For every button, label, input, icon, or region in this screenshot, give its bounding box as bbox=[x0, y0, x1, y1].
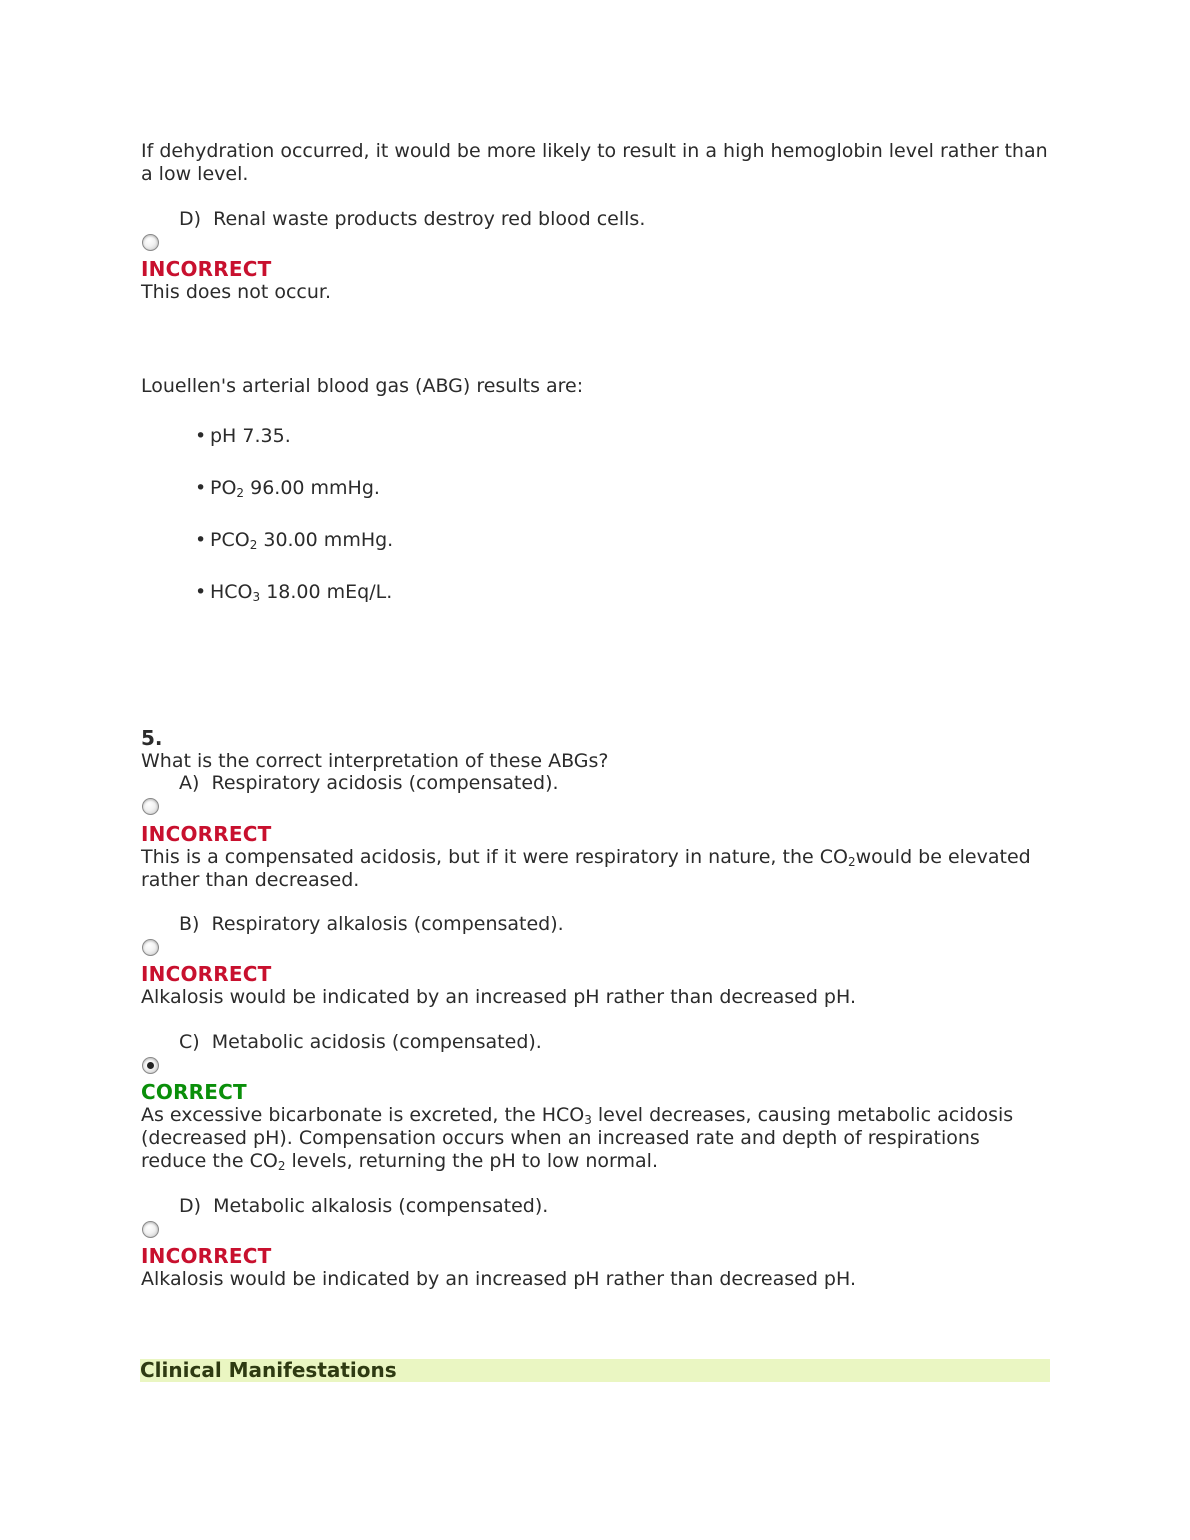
choice-label: A) bbox=[179, 772, 200, 794]
answer-choice-a[interactable] bbox=[179, 772, 559, 795]
choice-label: D) bbox=[179, 1195, 202, 1217]
abg-results-list bbox=[195, 425, 393, 633]
status-incorrect: INCORRECT bbox=[141, 257, 272, 281]
choice-label: D) bbox=[179, 208, 202, 230]
choice-text: Metabolic alkalosis (compensated). bbox=[213, 1195, 549, 1217]
abg-item-pco2: • $PCO_2$ 30.00 mmHg. bbox=[195, 529, 393, 581]
feedback-text: Alkalosis would be indicated by an increased pH rather than decreased pH. bbox=[141, 1268, 856, 1290]
choice-text: Respiratory acidosis (compensated). bbox=[211, 772, 559, 794]
abg-intro: Louellen's arterial blood gas (ABG) results are: bbox=[141, 375, 584, 397]
explanation-paragraph: If dehydration occurred, it would be more likely to result in a high hemoglobin level rather than a low level. bbox=[141, 140, 1048, 185]
status-incorrect: INCORRECT bbox=[141, 1244, 272, 1268]
answer-choice-d-prev[interactable] bbox=[179, 208, 645, 231]
feedback-text: Alkalosis would be indicated by an increased pH rather than decreased pH. bbox=[141, 986, 856, 1008]
radio-button-selected-icon[interactable] bbox=[142, 1057, 159, 1074]
status-incorrect: INCORRECT bbox=[141, 822, 272, 846]
radio-button-icon[interactable] bbox=[142, 939, 159, 956]
radio-button-icon[interactable] bbox=[142, 798, 159, 815]
question-number: 5. bbox=[141, 726, 163, 750]
choice-text: Respiratory alkalosis (compensated). bbox=[211, 913, 564, 935]
choice-label: B) bbox=[179, 913, 200, 935]
answer-choice-b[interactable] bbox=[179, 913, 564, 936]
abg-item-ph: • pH 7.35. bbox=[195, 425, 393, 477]
answer-choice-d[interactable] bbox=[179, 1195, 548, 1218]
feedback-text: As excessive bicarbonate is excreted, the $HCO_3$ level decreases, causing metabolic acidosis (decreased pH). Compensation occurs when an increased rate and depth of respirations reduce the $CO_2$ levels, returning the pH to low normal. bbox=[141, 1104, 1014, 1173]
status-correct: CORRECT bbox=[141, 1080, 247, 1104]
status-incorrect: INCORRECT bbox=[141, 962, 272, 986]
section-heading: Clinical Manifestations bbox=[140, 1359, 1050, 1382]
radio-button-icon[interactable] bbox=[142, 234, 159, 251]
feedback-text: This is a compensated acidosis, but if it were respiratory in nature, the $CO_2would$ be elevated rather than decreased. bbox=[141, 846, 1031, 891]
question-prompt: What is the correct interpretation of these ABGs? bbox=[141, 750, 609, 772]
feedback-text: This does not occur. bbox=[141, 281, 331, 303]
radio-button-icon[interactable] bbox=[142, 1221, 159, 1238]
choice-text: Renal waste products destroy red blood cells. bbox=[213, 208, 646, 230]
answer-choice-c[interactable] bbox=[179, 1031, 542, 1054]
choice-text: Metabolic acidosis (compensated). bbox=[211, 1031, 542, 1053]
abg-item-hco3: • $HCO_3$ 18.00 mEq/L. bbox=[195, 581, 393, 633]
choice-label: C) bbox=[179, 1031, 200, 1053]
abg-item-po2: • $PO_2$ 96.00 mmHg. bbox=[195, 477, 393, 529]
